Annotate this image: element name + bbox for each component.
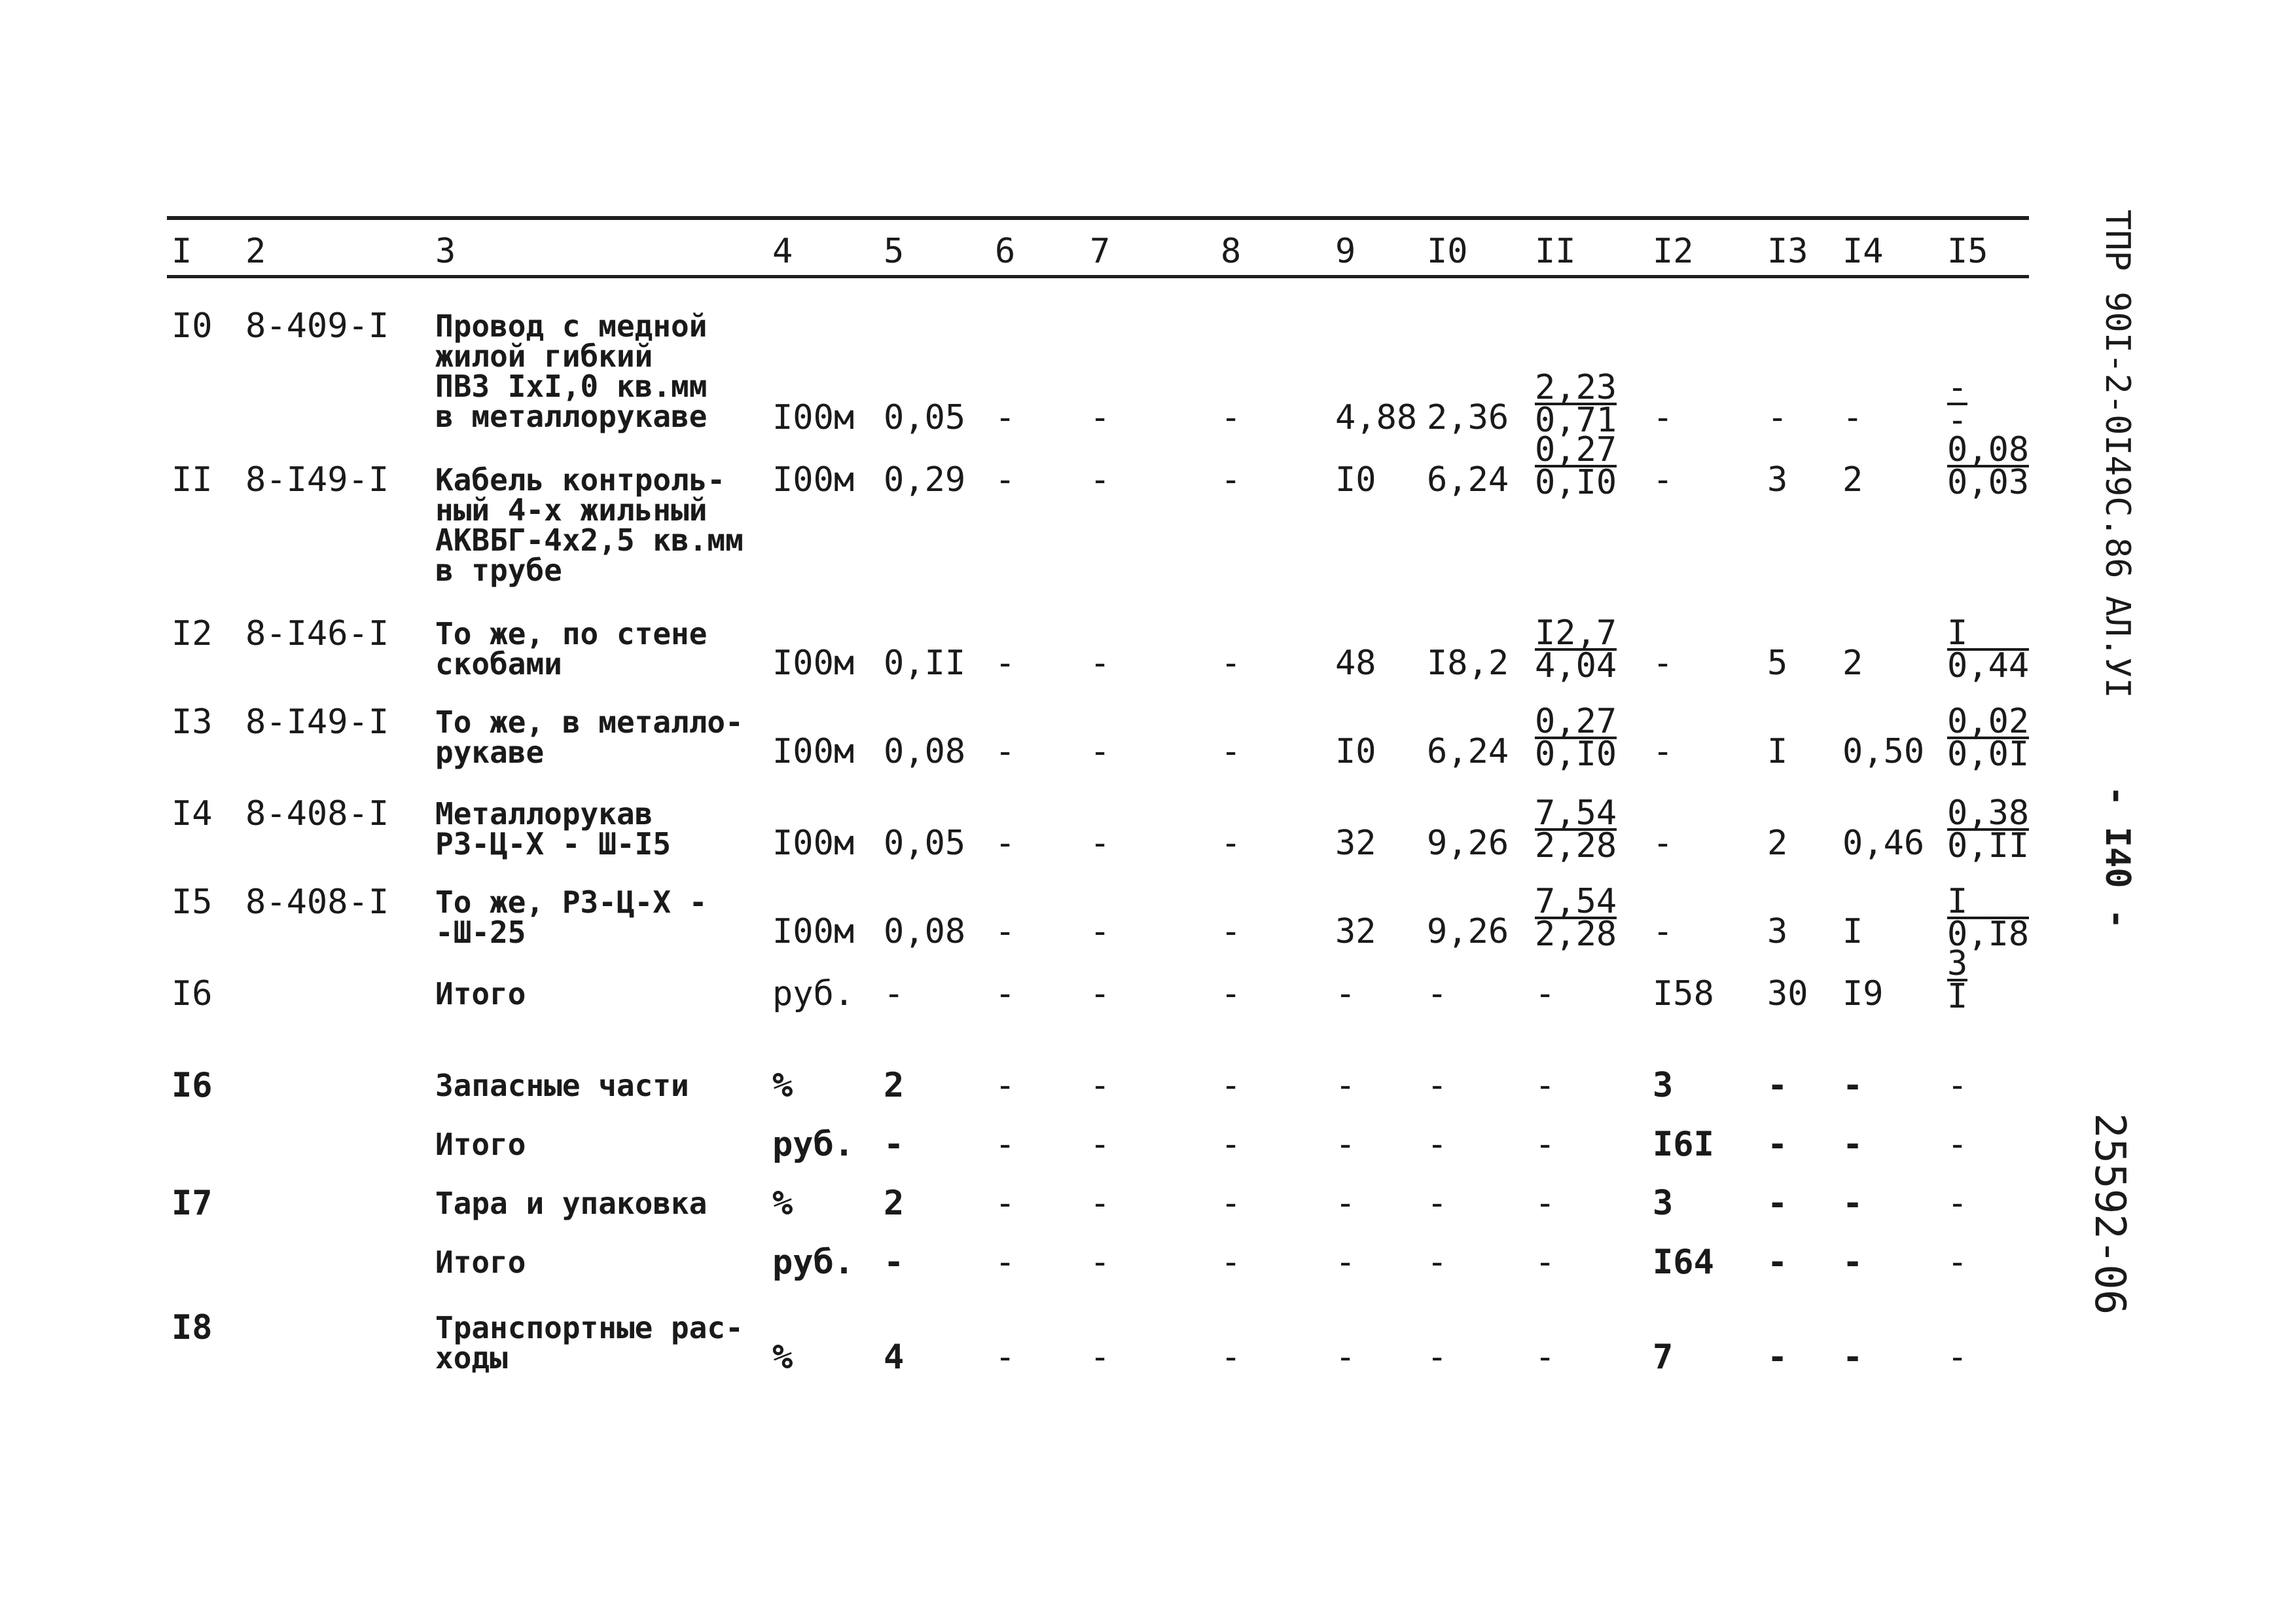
value-c15-fraction xyxy=(1947,613,2030,685)
value-c6: - xyxy=(995,1338,1016,1377)
value-c13: - xyxy=(1767,1243,1788,1282)
value-c15-fraction-numerator: - xyxy=(1947,368,1968,407)
value-c13: 2 xyxy=(1767,824,1788,863)
value-c7: - xyxy=(1090,1066,1111,1105)
row-number: I5 xyxy=(171,883,213,922)
value-c7: - xyxy=(1090,1125,1111,1164)
value-c12: - xyxy=(1653,912,1674,951)
value-c7: - xyxy=(1090,912,1111,951)
value-c6: - xyxy=(995,644,1016,683)
quantity: 2 xyxy=(884,1184,905,1223)
value-c8: - xyxy=(1221,398,1242,437)
value-c13: 3 xyxy=(1767,912,1788,951)
column-header-8: 8 xyxy=(1221,232,1242,271)
row-number: I6 xyxy=(171,974,213,1013)
value-c11-fraction-denominator: 4,04 xyxy=(1535,646,1617,685)
value-c15-fraction-denominator: - xyxy=(1947,401,1968,440)
value-c11: - xyxy=(1535,1243,1556,1282)
quantity: 0,29 xyxy=(884,460,966,500)
value-c9: - xyxy=(1335,974,1356,1013)
value-c12: - xyxy=(1653,398,1674,437)
quantity: 4 xyxy=(884,1338,905,1377)
side-album: АЛ.УI xyxy=(2098,596,2137,699)
top-rule xyxy=(167,216,2029,220)
value-c15-fraction xyxy=(1947,368,1968,440)
value-c14: - xyxy=(1842,1338,1863,1377)
rate-code: 8-408-I xyxy=(245,883,389,922)
rate-code: 8-I49-I xyxy=(245,702,389,742)
value-c13: - xyxy=(1767,1066,1788,1105)
value-c9: 32 xyxy=(1335,912,1376,951)
value-c11-fraction-numerator: 0,27 xyxy=(1535,430,1617,469)
value-c15-fraction-numerator: 3 xyxy=(1947,944,1968,983)
value-c10: - xyxy=(1427,1066,1448,1105)
description-line: ПВЗ IxI,0 кв.мм xyxy=(435,369,708,404)
row-number: I3 xyxy=(171,702,213,742)
value-c10: 9,26 xyxy=(1427,912,1509,951)
column-header-9: 9 xyxy=(1335,232,1356,271)
unit: I00м xyxy=(772,912,855,951)
unit: % xyxy=(772,1066,793,1105)
value-c6: - xyxy=(995,1066,1016,1105)
value-c13: - xyxy=(1767,398,1788,437)
value-c12: - xyxy=(1653,824,1674,863)
description-line: РЗ-Ц-Х - Ш-I5 xyxy=(435,826,672,862)
value-c11-fraction xyxy=(1535,882,1617,954)
value-c13: - xyxy=(1767,1338,1788,1377)
quantity: 2 xyxy=(884,1066,905,1105)
description-line: Итого xyxy=(435,1245,526,1280)
value-c15-fraction xyxy=(1947,944,1968,1016)
description-line: ходы xyxy=(435,1340,508,1376)
column-header-12: I2 xyxy=(1653,232,1694,271)
description-line: Провод с медной xyxy=(435,308,708,344)
description-line: Кабель контроль- xyxy=(435,462,726,498)
value-c13: 5 xyxy=(1767,644,1788,683)
value-c14: - xyxy=(1842,1125,1863,1164)
value-c9: I0 xyxy=(1335,460,1376,500)
description-line: жилой гибкий xyxy=(435,338,653,374)
value-c11-fraction-denominator: 2,28 xyxy=(1535,826,1617,866)
value-c9: - xyxy=(1335,1125,1356,1164)
value-c9: - xyxy=(1335,1184,1356,1223)
value-c15-fraction-numerator: I xyxy=(1947,618,2029,651)
description-line: Запасные части xyxy=(435,1068,689,1103)
description-line: АКВБГ-4х2,5 кв.мм xyxy=(435,522,744,558)
value-c15: - xyxy=(1947,1125,1968,1164)
description-line: Транспортные рас- xyxy=(435,1310,744,1345)
value-c12: - xyxy=(1653,732,1674,771)
value-c6: - xyxy=(995,912,1016,951)
row-number: I7 xyxy=(171,1184,213,1223)
value-c10: 6,24 xyxy=(1427,460,1509,500)
value-c8: - xyxy=(1221,1184,1242,1223)
value-c8: - xyxy=(1221,1243,1242,1282)
value-c7: - xyxy=(1090,974,1111,1013)
description-line: рукаве xyxy=(435,735,545,770)
quantity: 0,II xyxy=(884,644,966,683)
value-c15: - xyxy=(1947,1243,1968,1282)
value-c9: - xyxy=(1335,1338,1356,1377)
value-c9: 32 xyxy=(1335,824,1376,863)
value-c11-fraction-numerator: 7,54 xyxy=(1535,793,1617,833)
value-c11-fraction xyxy=(1535,430,1617,502)
value-c8: - xyxy=(1221,644,1242,683)
value-c13: 30 xyxy=(1767,974,1808,1013)
value-c11: - xyxy=(1535,1125,1556,1164)
value-c11-fraction xyxy=(1535,702,1617,774)
quantity: - xyxy=(884,1125,905,1164)
value-c11-fraction xyxy=(1535,613,1617,685)
value-c7: - xyxy=(1090,1243,1111,1282)
value-c11: - xyxy=(1535,1338,1556,1377)
value-c15-fraction-denominator: 0,0I xyxy=(1947,735,2030,774)
unit: руб. xyxy=(772,1125,855,1164)
unit: I00м xyxy=(772,398,855,437)
value-c6: - xyxy=(995,1243,1016,1282)
unit: руб. xyxy=(772,1243,855,1282)
value-c15-fraction-denominator: I xyxy=(1947,977,1968,1016)
value-c13: I xyxy=(1767,732,1788,771)
value-c14: 0,46 xyxy=(1842,824,1925,863)
value-c12: - xyxy=(1653,644,1674,683)
value-c12: I6I xyxy=(1653,1125,1714,1164)
value-c6: - xyxy=(995,460,1016,500)
value-c15-fraction-denominator: 0,44 xyxy=(1947,646,2030,685)
rate-code: 8-408-I xyxy=(245,794,389,833)
unit: I00м xyxy=(772,732,855,771)
value-c8: - xyxy=(1221,460,1242,500)
value-c15-fraction-numerator: I xyxy=(1947,886,2029,919)
value-c13: - xyxy=(1767,1184,1788,1223)
value-c9: 48 xyxy=(1335,644,1376,683)
value-c10: 6,24 xyxy=(1427,732,1509,771)
value-c14: 0,50 xyxy=(1842,732,1925,771)
column-header-7: 7 xyxy=(1090,232,1111,271)
value-c11: - xyxy=(1535,1184,1556,1223)
unit: руб. xyxy=(772,974,855,1013)
value-c6: - xyxy=(995,824,1016,863)
description-line: Тара и упаковка xyxy=(435,1186,708,1221)
value-c7: - xyxy=(1090,460,1111,500)
value-c11-fraction-numerator: 2,23 xyxy=(1535,368,1617,407)
value-c7: - xyxy=(1090,398,1111,437)
description-line: ный 4-х жильный xyxy=(435,492,708,528)
value-c12: I64 xyxy=(1653,1243,1714,1282)
value-c11: - xyxy=(1535,974,1556,1013)
value-c12: - xyxy=(1653,460,1674,500)
value-c9: - xyxy=(1335,1243,1356,1282)
description-line: То же, в металло- xyxy=(435,704,744,740)
value-c8: - xyxy=(1221,824,1242,863)
description-line: в трубе xyxy=(435,553,562,588)
value-c12: 3 xyxy=(1653,1184,1674,1223)
value-c13: - xyxy=(1767,1125,1788,1164)
row-number: I6 xyxy=(171,1066,213,1105)
value-c10: 2,36 xyxy=(1427,398,1509,437)
value-c11: - xyxy=(1535,1066,1556,1105)
value-c6: - xyxy=(995,974,1016,1013)
side-page-number: - I40 - xyxy=(2098,786,2137,930)
value-c12: I58 xyxy=(1653,974,1714,1013)
value-c14: 2 xyxy=(1842,460,1863,500)
value-c9: - xyxy=(1335,1066,1356,1105)
column-header-5: 5 xyxy=(884,232,905,271)
column-header-2: 2 xyxy=(245,232,266,271)
row-number: II xyxy=(171,460,213,500)
rate-code: 8-I46-I xyxy=(245,614,389,653)
value-c9: 4,88 xyxy=(1335,398,1418,437)
rate-code: 8-409-I xyxy=(245,306,389,346)
side-inventory-number: 25592-06 xyxy=(2085,1113,2134,1315)
value-c6: - xyxy=(995,1184,1016,1223)
value-c11-fraction-denominator: 0,71 xyxy=(1535,401,1617,440)
value-c14: I9 xyxy=(1842,974,1884,1013)
value-c15-fraction xyxy=(1947,702,2030,774)
value-c15-fraction xyxy=(1947,882,2030,954)
value-c8: - xyxy=(1221,1125,1242,1164)
column-header-6: 6 xyxy=(995,232,1016,271)
description-line: Итого xyxy=(435,1127,526,1162)
description-line: скобами xyxy=(435,646,562,682)
value-c10: 9,26 xyxy=(1427,824,1509,863)
value-c14: 2 xyxy=(1842,644,1863,683)
column-header-3: 3 xyxy=(435,232,456,271)
value-c10: - xyxy=(1427,1243,1448,1282)
value-c15-fraction-numerator: 0,08 xyxy=(1947,430,2030,469)
value-c10: - xyxy=(1427,1338,1448,1377)
description-line: То же, по стене xyxy=(435,616,708,651)
row-number: I0 xyxy=(171,306,213,346)
column-header-14: I4 xyxy=(1842,232,1884,271)
unit: I00м xyxy=(772,644,855,683)
value-c6: - xyxy=(995,1125,1016,1164)
value-c15-fraction xyxy=(1947,793,2030,866)
value-c15-fraction-numerator: 0,02 xyxy=(1947,702,2030,741)
value-c11-fraction-denominator: 0,I0 xyxy=(1535,463,1617,502)
value-c7: - xyxy=(1090,644,1111,683)
value-c15-fraction-numerator: 0,38 xyxy=(1947,793,2030,833)
value-c8: - xyxy=(1221,1066,1242,1105)
value-c14: - xyxy=(1842,1066,1863,1105)
value-c7: - xyxy=(1090,1184,1111,1223)
value-c11-fraction-numerator: 7,54 xyxy=(1535,882,1617,921)
unit: I00м xyxy=(772,824,855,863)
column-header-10: I0 xyxy=(1427,232,1468,271)
description-line: в металлорукаве xyxy=(435,399,708,434)
value-c8: - xyxy=(1221,912,1242,951)
value-c6: - xyxy=(995,732,1016,771)
quantity: 0,08 xyxy=(884,912,966,951)
value-c7: - xyxy=(1090,1338,1111,1377)
quantity: 0,05 xyxy=(884,398,966,437)
value-c15: - xyxy=(1947,1184,1968,1223)
value-c7: - xyxy=(1090,824,1111,863)
value-c14: - xyxy=(1842,1184,1863,1223)
quantity: - xyxy=(884,1243,905,1282)
unit: I00м xyxy=(772,460,855,500)
value-c8: - xyxy=(1221,1338,1242,1377)
value-c15: - xyxy=(1947,1338,1968,1377)
row-number: I4 xyxy=(171,794,213,833)
column-header-15: I5 xyxy=(1947,232,1988,271)
quantity: - xyxy=(884,974,905,1013)
row-number: I8 xyxy=(171,1308,213,1347)
value-c15-fraction-denominator: 0,I8 xyxy=(1947,915,2030,954)
value-c11-fraction xyxy=(1535,368,1617,440)
row-number: I2 xyxy=(171,614,213,653)
side-doc-code: ТПР 90I-2-0I49С.86 xyxy=(2098,210,2137,579)
description-line: Металлорукав xyxy=(435,796,653,831)
value-c11-fraction-denominator: 0,I0 xyxy=(1535,735,1617,774)
column-header-4: 4 xyxy=(772,232,793,271)
value-c10: - xyxy=(1427,1184,1448,1223)
value-c13: 3 xyxy=(1767,460,1788,500)
value-c11-fraction-numerator: I2,7 xyxy=(1535,613,1617,653)
quantity: 0,08 xyxy=(884,732,966,771)
rate-code: 8-I49-I xyxy=(245,460,389,500)
value-c7: - xyxy=(1090,732,1111,771)
value-c15-fraction-denominator: 0,03 xyxy=(1947,463,2030,502)
value-c6: - xyxy=(995,398,1016,437)
unit: % xyxy=(772,1184,793,1223)
value-c10: - xyxy=(1427,1125,1448,1164)
column-header-11: II xyxy=(1535,232,1576,271)
value-c14: - xyxy=(1842,1243,1863,1282)
value-c8: - xyxy=(1221,974,1242,1013)
value-c12: 3 xyxy=(1653,1066,1674,1105)
value-c14: - xyxy=(1842,398,1863,437)
value-c14: I xyxy=(1842,912,1863,951)
description-line: Итого xyxy=(435,976,526,1012)
value-c12: 7 xyxy=(1653,1338,1674,1377)
value-c10: - xyxy=(1427,974,1448,1013)
value-c11-fraction-denominator: 2,28 xyxy=(1535,915,1617,954)
description-line: -Ш-25 xyxy=(435,915,526,950)
value-c15-fraction xyxy=(1947,430,2030,502)
quantity: 0,05 xyxy=(884,824,966,863)
unit: % xyxy=(772,1338,793,1377)
value-c9: I0 xyxy=(1335,732,1376,771)
value-c15: - xyxy=(1947,1066,1968,1105)
value-c10: I8,2 xyxy=(1427,644,1509,683)
description-line: То же, РЗ-Ц-Х - xyxy=(435,884,708,920)
column-header-13: I3 xyxy=(1767,232,1808,271)
value-c8: - xyxy=(1221,732,1242,771)
header-rule xyxy=(167,275,2029,278)
column-header-1: I xyxy=(171,232,192,271)
value-c15-fraction-denominator: 0,II xyxy=(1947,826,2030,866)
value-c11-fraction xyxy=(1535,793,1617,866)
value-c11-fraction-numerator: 0,27 xyxy=(1535,702,1617,741)
